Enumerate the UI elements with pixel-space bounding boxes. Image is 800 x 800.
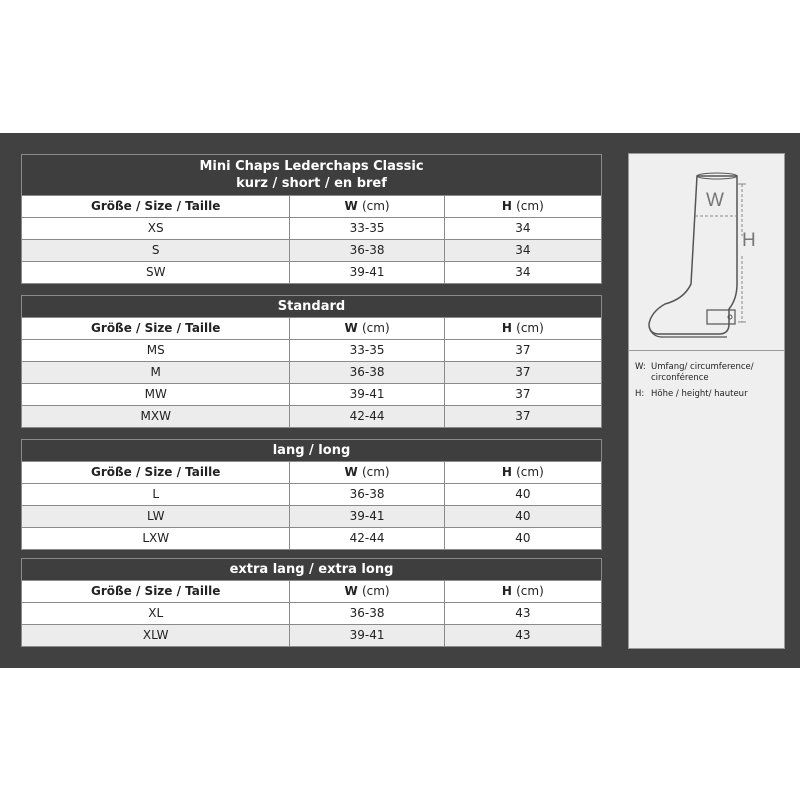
- h-cell: 34: [444, 240, 601, 262]
- h-cell: 37: [444, 362, 601, 384]
- h-cell: 34: [444, 262, 601, 284]
- h-dimension-label: H: [742, 230, 756, 251]
- header-h-unit: (cm): [516, 465, 544, 479]
- size-cell: MW: [22, 384, 290, 406]
- h-cell: 43: [444, 603, 601, 625]
- size-table-extra-long: [21, 558, 602, 647]
- table-row: [22, 384, 602, 406]
- header-w-label: W: [344, 321, 358, 335]
- size-cell: MXW: [22, 406, 290, 428]
- table-row: [22, 625, 602, 647]
- table-row: [22, 240, 602, 262]
- h-cell: 34: [444, 218, 601, 240]
- legend-text: Umfang/ circumference/ circonférence: [651, 362, 754, 383]
- table-row: [22, 603, 602, 625]
- w-cell: 39-41: [290, 506, 444, 528]
- header-row: [22, 462, 602, 484]
- header-size: Größe / Size / Taille: [22, 462, 290, 484]
- header-h-label: H: [501, 465, 512, 479]
- header-w-unit: (cm): [361, 321, 390, 335]
- w-cell: 36-38: [290, 484, 444, 506]
- h-cell: 37: [444, 406, 601, 428]
- header-w-label: W: [344, 199, 358, 213]
- table-title: lang / long: [22, 440, 602, 462]
- header-row: [22, 318, 602, 340]
- w-dimension-label: W: [706, 190, 724, 211]
- table-title-line2: kurz / short / en bref: [236, 176, 387, 191]
- table-row: [22, 340, 602, 362]
- w-cell: 39-41: [290, 625, 444, 647]
- table-title-line1: Mini Chaps Lederchaps Classic: [199, 159, 424, 174]
- header-h: [444, 318, 601, 340]
- legend-text: Höhe / height/ hauteur: [651, 389, 748, 399]
- table-row: [22, 506, 602, 528]
- header-row: [22, 581, 602, 603]
- header-w-label: W: [344, 465, 358, 479]
- w-cell: 36-38: [290, 603, 444, 625]
- size-table-short: [21, 154, 602, 284]
- table-row: [22, 262, 602, 284]
- w-cell: 36-38: [290, 362, 444, 384]
- table-title-row: [22, 296, 602, 318]
- header-size: Größe / Size / Taille: [22, 318, 290, 340]
- table-row: [22, 406, 602, 428]
- h-cell: 40: [444, 484, 601, 506]
- header-w-unit: (cm): [361, 199, 390, 213]
- table-title-row: [22, 440, 602, 462]
- size-cell: L: [22, 484, 290, 506]
- w-cell: 39-41: [290, 262, 444, 284]
- header-size: Größe / Size / Taille: [22, 196, 290, 218]
- size-cell: LW: [22, 506, 290, 528]
- header-w: [290, 196, 444, 218]
- header-w-label: W: [344, 584, 358, 598]
- table-title: extra lang / extra long: [22, 559, 602, 581]
- header-h: [444, 581, 601, 603]
- measurement-diagram-panel: [628, 153, 785, 649]
- table-title: [22, 155, 602, 196]
- w-cell: 36-38: [290, 240, 444, 262]
- table-row: [22, 218, 602, 240]
- h-cell: 40: [444, 506, 601, 528]
- size-cell: XS: [22, 218, 290, 240]
- size-cell: S: [22, 240, 290, 262]
- table-title-row: [22, 155, 602, 196]
- h-cell: 40: [444, 528, 601, 550]
- size-cell: LXW: [22, 528, 290, 550]
- w-cell: 42-44: [290, 406, 444, 428]
- header-h-label: H: [501, 321, 512, 335]
- w-cell: 39-41: [290, 384, 444, 406]
- size-cell: M: [22, 362, 290, 384]
- header-row: [22, 196, 602, 218]
- legend: [635, 362, 780, 405]
- h-cell: 37: [444, 384, 601, 406]
- header-h-unit: (cm): [516, 199, 544, 213]
- boot-chaps-icon: [629, 154, 784, 350]
- size-table-long: [21, 439, 602, 550]
- header-w-unit: (cm): [361, 465, 390, 479]
- legend-item-w: [635, 362, 780, 384]
- header-w: [290, 318, 444, 340]
- w-cell: 42-44: [290, 528, 444, 550]
- size-cell: XL: [22, 603, 290, 625]
- header-h: [444, 462, 601, 484]
- h-cell: 43: [444, 625, 601, 647]
- header-h-unit: (cm): [516, 584, 544, 598]
- table-title-row: [22, 559, 602, 581]
- header-w: [290, 462, 444, 484]
- header-h-label: H: [501, 199, 512, 213]
- table-row: [22, 484, 602, 506]
- legend-key: H:: [635, 389, 645, 399]
- divider: [629, 350, 784, 351]
- size-cell: SW: [22, 262, 290, 284]
- table-title: Standard: [22, 296, 602, 318]
- h-cell: 37: [444, 340, 601, 362]
- table-row: [22, 528, 602, 550]
- size-table-standard: [21, 295, 602, 428]
- w-cell: 33-35: [290, 340, 444, 362]
- header-w-unit: (cm): [361, 584, 390, 598]
- legend-key: W:: [635, 362, 646, 372]
- size-cell: XLW: [22, 625, 290, 647]
- header-h: [444, 196, 601, 218]
- legend-item-h: [635, 389, 780, 400]
- header-size: Größe / Size / Taille: [22, 581, 290, 603]
- size-cell: MS: [22, 340, 290, 362]
- header-w: [290, 581, 444, 603]
- w-cell: 33-35: [290, 218, 444, 240]
- header-h-label: H: [501, 584, 512, 598]
- header-h-unit: (cm): [516, 321, 544, 335]
- table-row: [22, 362, 602, 384]
